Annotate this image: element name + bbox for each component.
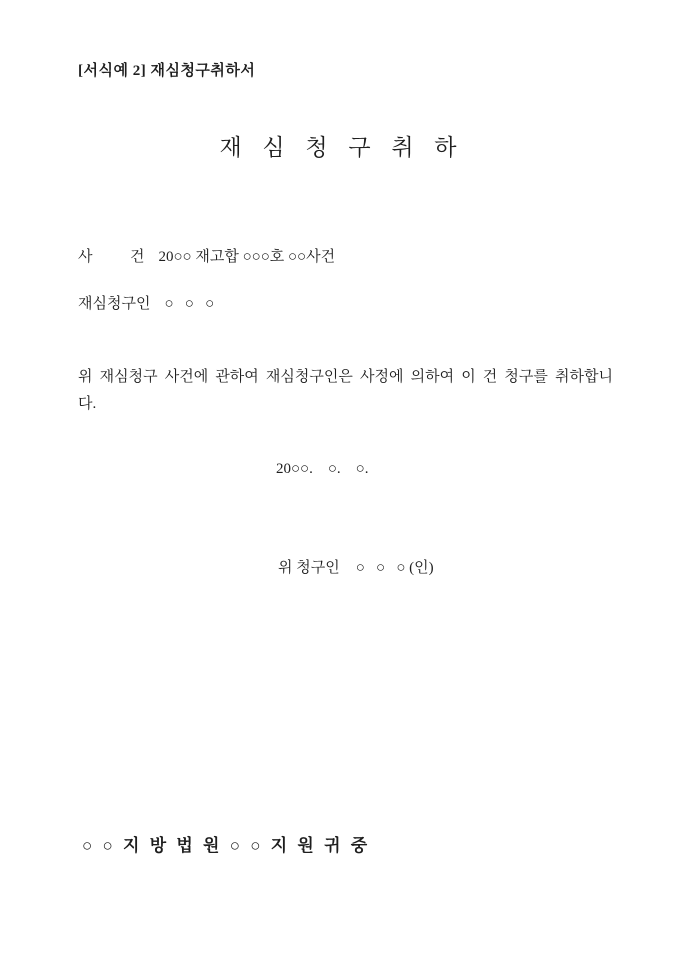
case-number-label: 사 건 bbox=[78, 249, 145, 265]
document-title: 재 심 청 구 취 하 bbox=[219, 135, 461, 160]
date-line: 20○○. ○. ○. bbox=[276, 461, 369, 477]
signature-label: 위 청구인 bbox=[278, 560, 340, 576]
form-number-label: [서식예 2] 재심청구취하서 bbox=[78, 63, 256, 79]
signature-row bbox=[278, 556, 434, 577]
claimant-name-value: ○ ○ ○ bbox=[164, 296, 215, 312]
recipient-court-line: ○ ○ 지 방 법 원 ○ ○ 지 원 귀 중 bbox=[82, 836, 369, 855]
case-number-row bbox=[78, 245, 335, 266]
claimant-label: 재심청구인 bbox=[78, 296, 151, 312]
signature-name-seal: ○ ○ ○ (인) bbox=[355, 560, 434, 576]
case-number-value: 20○○ 재고합 ○○○호 ○○사건 bbox=[158, 249, 336, 265]
withdrawal-statement: 위 재심청구 사건에 관하여 재심청구인은 사정에 의하여 이 건 청구를 취하합니다. bbox=[78, 369, 613, 412]
claimant-row bbox=[78, 292, 214, 313]
